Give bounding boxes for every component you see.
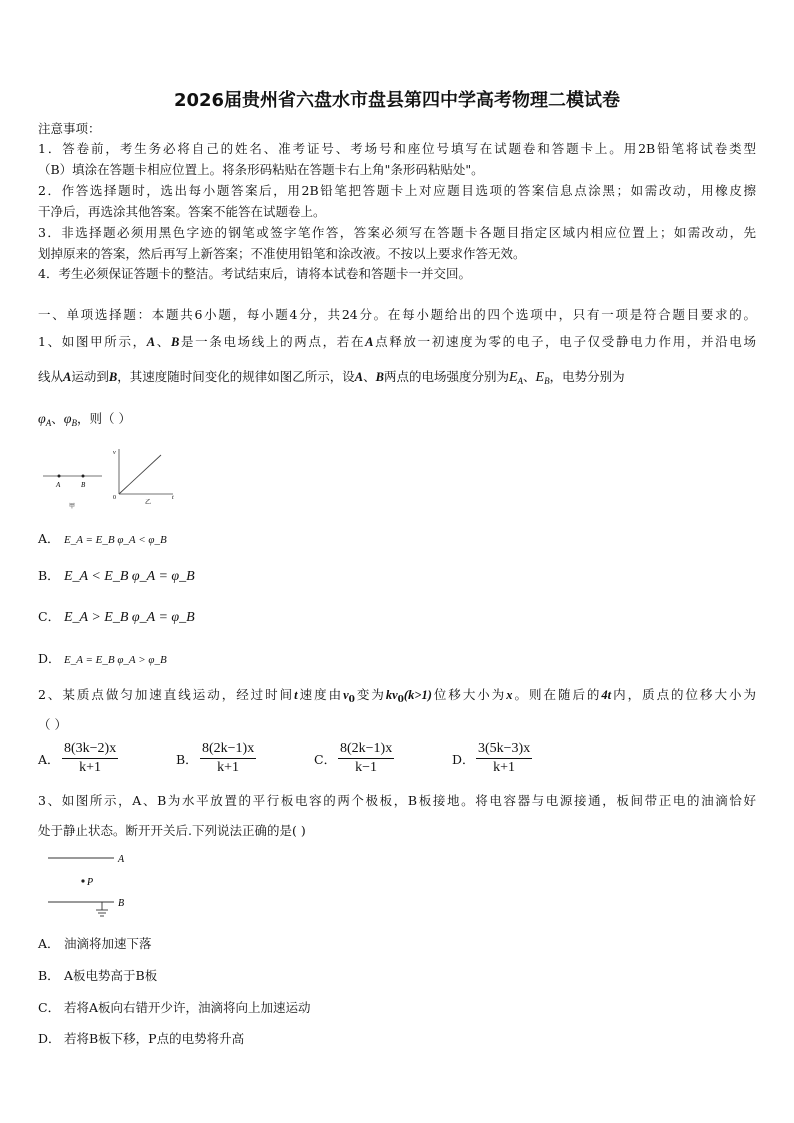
- point-p: [81, 879, 84, 882]
- notice-line: 2．作答选择题时，选出每小题答案后，用2B铅笔把答题卡上对应题目选项的答案信息点涂黑；如需改动，用橡皮擦: [38, 183, 757, 198]
- notice-line: 划掉原来的答案，然后再写上新答案；不准使用铅笔和涂改液。不按以上要求作答无效。: [38, 246, 526, 261]
- q1-option-a[interactable]: A． E_A = E_B φ_A < φ_B: [38, 531, 167, 546]
- q2-option-d[interactable]: D． $\frac{3(5k-3)x}{k+1}$: [452, 741, 531, 775]
- plate-b-label: B: [118, 898, 125, 909]
- page-title: 2026届贵州省六盘水市盘县第四中学高考物理二模试卷: [173, 90, 621, 111]
- section-heading: 一、单项选择题：本题共6小题，每小题4分，共24分。在每小题给出的四个选项中，只有一项是符合题目要求的。: [38, 307, 756, 322]
- q3-option-d[interactable]: D． 若将B板下移，P点的电势将升高: [38, 1031, 245, 1046]
- notice-heading: 注意事项：: [38, 121, 101, 136]
- v-axis-label: v: [113, 450, 116, 456]
- q3-text-line1: 3、如图所示，A、B为水平放置的平行板电容的两个极板，B板接地。将电容器与电源接通，板间带正电的油滴恰好: [38, 793, 756, 808]
- q1-option-c[interactable]: C． E_A > E_B φ_A = φ_B: [38, 609, 195, 625]
- q2-option-c[interactable]: C． $\frac{8(2k-1)x}{k-1}$: [314, 741, 393, 775]
- velocity-line: [119, 455, 161, 494]
- notice-line: 3．非选择题必须用黑色字迹的钢笔或签字笔作答，答案必须写在答题卡各题目指定区域内相应位置上；如需改动，先: [38, 225, 756, 240]
- ground-icon: [96, 902, 108, 916]
- plate-a-label: A: [118, 854, 125, 865]
- q1-text-line2: 线从A运动到B，其速度随时间变化的规律如图乙所示，设A、B两点的电场强度分别为$E_A$、$E_B$，电势分别为: [38, 369, 625, 386]
- figure-jia-label: 甲: [69, 504, 76, 510]
- point-b: [82, 475, 85, 478]
- q3-text-line2: 处于静止状态。断开开关后.下列说法正确的是( ): [38, 823, 306, 838]
- q1-text-line1: 1、如图甲所示，A、B是一条电场线上的两点，若在A点释放一初速度为零的电子，电子仅受静电力作用，并沿电场: [38, 334, 756, 349]
- notice-line: 4．考生必须保证答题卡的整洁。考试结束后，请将本试卷和答题卡一并交回。: [38, 266, 471, 281]
- q3-option-a[interactable]: A． 油滴将加速下落: [38, 936, 152, 951]
- point-p-label: P: [87, 877, 94, 888]
- q3-option-c[interactable]: C． 若将A板向右错开少许，油滴将向上加速运动: [38, 1000, 311, 1015]
- q3-option-b[interactable]: B． A板电势高于B板: [38, 968, 158, 983]
- q1-text-line3: $\varphi_A$、$\varphi_B$，则（ ）: [38, 411, 131, 428]
- origin-label: 0: [113, 495, 116, 501]
- q2-option-a[interactable]: A． $\frac{8(3k-2)x}{k+1}$: [38, 741, 117, 775]
- t-axis-label: t: [172, 495, 174, 501]
- point-a: [58, 475, 61, 478]
- q2-text-line1: 2、某质点做匀加速直线运动，经过时间t速度由$v_0$变为$kv_0(k>1)$位移大小为x。则在随后的4t内，质点的位移大小为: [38, 687, 756, 705]
- q2-answer-paren: （ ）: [38, 717, 67, 732]
- q1-figure: [40, 446, 180, 512]
- q2-option-b[interactable]: B． $\frac{8(2k-1)x}{k+1}$: [176, 741, 255, 775]
- notice-line: 1．答卷前，考生务必将自己的姓名、准考证号、考场号和座位号填写在试题卷和答题卡上。用2B铅笔将试卷类型: [38, 141, 756, 156]
- q1-option-b[interactable]: B． E_A < E_B φ_A = φ_B: [38, 568, 195, 584]
- notice-line: 干净后，再选涂其他答案。答案不能答在试题卷上。: [38, 204, 326, 219]
- q3-capacitor-figure: [44, 848, 144, 920]
- point-a-label: A: [56, 481, 61, 489]
- figure-yi-label: 乙: [145, 500, 152, 506]
- point-b-label: B: [81, 481, 86, 489]
- q1-option-d[interactable]: D． E_A = E_B φ_A > φ_B: [38, 651, 167, 666]
- notice-line: （B）填涂在答题卡相应位置上。将条形码粘贴在答题卡右上角"条形码粘贴处"。: [38, 162, 484, 177]
